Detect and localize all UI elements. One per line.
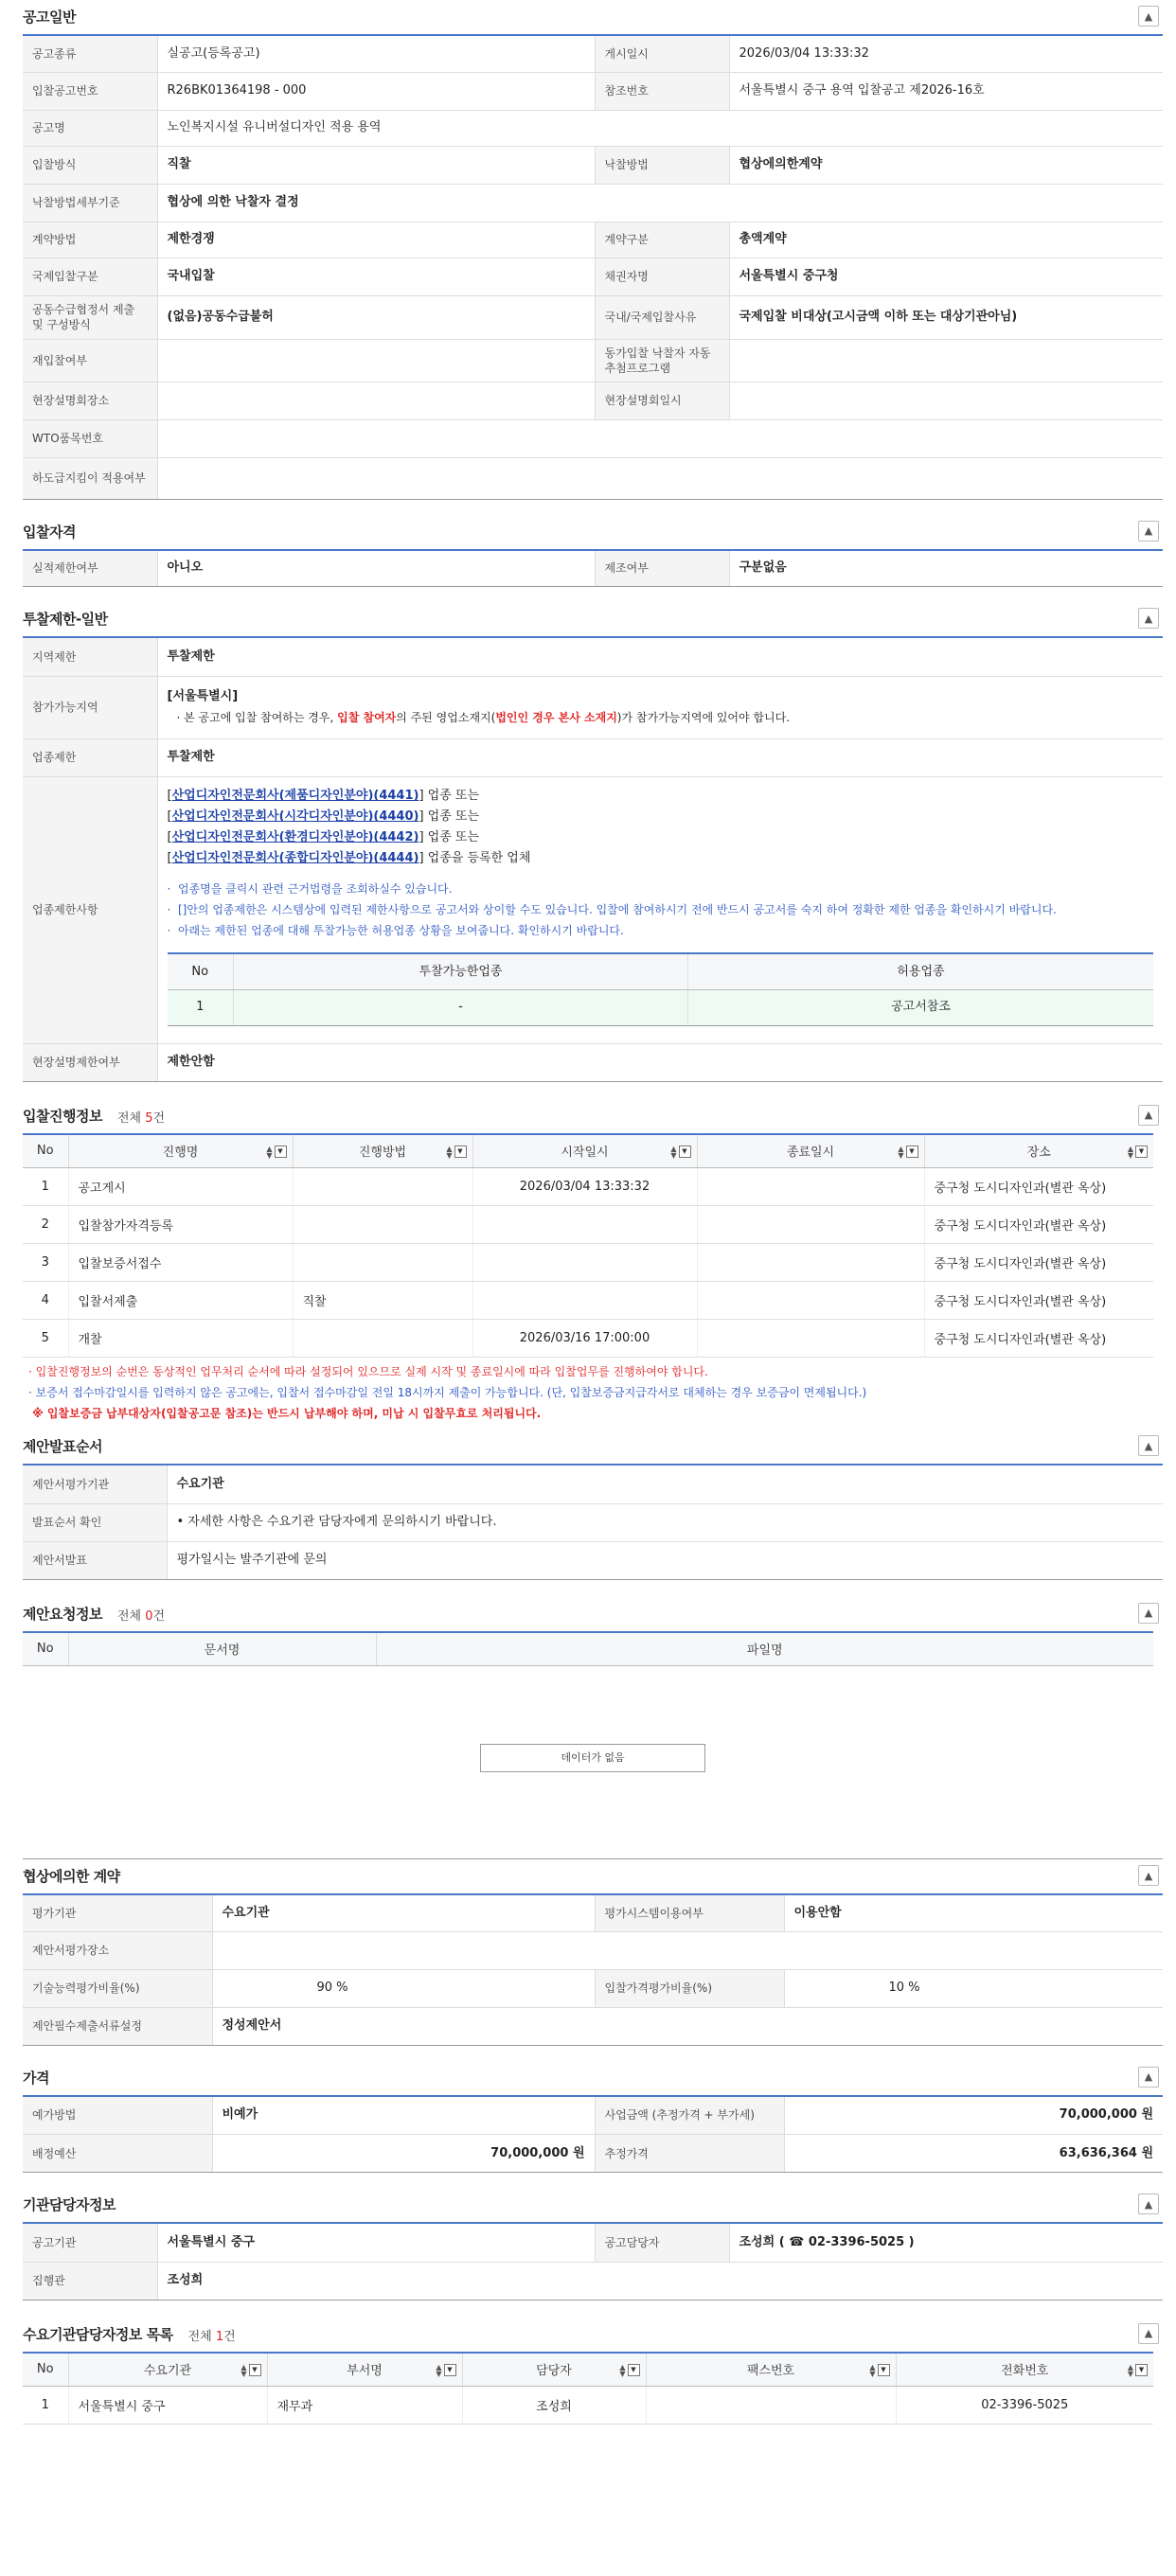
table-cell xyxy=(697,1206,924,1244)
kv-row xyxy=(23,2224,1163,2262)
sort-filter[interactable] xyxy=(898,1146,918,1159)
field-label: 제안서발표 xyxy=(23,1541,167,1579)
field-value: 2026/03/04 13:33:32 xyxy=(729,36,1163,72)
chevron-up-icon[interactable]: ▲ xyxy=(1138,6,1159,27)
field-value: 서울특별시 중구 용역 입찰공고 제2026-16호 xyxy=(729,72,1163,110)
sort-filter[interactable] xyxy=(619,2364,640,2377)
area-note: · 본 공고에 입찰 참여하는 경우, 입찰 참여자의 주된 영업소재지(법인인 경우 본사 소재지)가 참가가능지역에 있어야 합니다. xyxy=(176,711,791,724)
field-value: 협상에 의한 낙찰자 결정 xyxy=(157,184,1163,222)
field-label: 채권자명 xyxy=(595,258,729,295)
field-value: 국제입찰 비대상(고시금액 이하 또는 대상기관아님) xyxy=(729,295,1163,339)
cell-industry: - xyxy=(234,989,688,1025)
table-cell xyxy=(293,1244,472,1282)
table-cell: 입찰보증서접수 xyxy=(68,1244,293,1282)
kv-row xyxy=(23,72,1163,110)
kv-row xyxy=(23,551,1163,587)
sort-arrows-icon[interactable]: ▲ ▼ xyxy=(436,2362,442,2378)
table-cell xyxy=(472,1244,697,1282)
table-cell xyxy=(697,1282,924,1320)
table-row xyxy=(23,1320,1153,1358)
table-cell: 5 xyxy=(23,1320,68,1358)
filter-dropdown-icon[interactable]: ▼ xyxy=(1135,1146,1148,1158)
field-label: 재입찰여부 xyxy=(23,339,157,382)
kv-row xyxy=(23,1466,1163,1503)
col-header: 종료일시 ▲ ▼ ▼ xyxy=(697,1134,924,1168)
kv-row xyxy=(23,110,1163,146)
kv-row xyxy=(23,2007,1163,2045)
table-cell: 조성희 xyxy=(462,2387,646,2425)
table-cell: 1 xyxy=(23,1168,68,1206)
kv-row xyxy=(23,1931,1163,1969)
industry-link[interactable]: 산업디자인전문회사(환경디자인분야)(4442) xyxy=(171,830,419,845)
section-title: 가격 xyxy=(23,2069,49,2087)
col-header: No xyxy=(23,1134,68,1168)
kv-row xyxy=(23,146,1163,184)
field-label: 예가방법 xyxy=(23,2097,212,2135)
table-cell xyxy=(293,1206,472,1244)
field-value: 평가일시는 발주기관에 문의 xyxy=(167,1541,1163,1579)
field-label: 낙찰방법세부기준 xyxy=(23,184,157,222)
col-header: 진행명 ▲ ▼ ▼ xyxy=(68,1134,293,1168)
field-label: 현장설명회일시 xyxy=(595,382,729,419)
filter-dropdown-icon[interactable]: ▼ xyxy=(628,2364,640,2376)
field-value: 조성희 ( ☎ 02-3396-5025 ) xyxy=(729,2224,1163,2262)
chevron-up-icon[interactable]: ▲ xyxy=(1138,2194,1159,2214)
field-label: 공고종류 xyxy=(23,36,157,72)
industry-list xyxy=(168,786,1154,869)
field-value: 정성제안서 xyxy=(212,2007,1163,2045)
sort-filter[interactable] xyxy=(1127,2364,1148,2377)
table-cell: 1 xyxy=(23,2387,68,2425)
field-label: 계약구분 xyxy=(595,222,729,258)
chevron-up-icon[interactable]: ▲ xyxy=(1138,608,1159,629)
field-value: (없음)공동수급불허 xyxy=(157,295,595,339)
field-value: 63,636,364 원 xyxy=(784,2135,1163,2173)
industry-detail-label: 업종제한사항 xyxy=(23,776,157,1043)
field-label: 동가입찰 낙찰자 자동추첨프로그램 xyxy=(595,339,729,382)
col-header: 시작일시 ▲ ▼ ▼ xyxy=(472,1134,697,1168)
field-label: 게시일시 xyxy=(595,36,729,72)
kv-row xyxy=(23,1895,1163,1931)
cell-allowed: 공고서참조 xyxy=(688,989,1154,1025)
field-value: 이용안함 xyxy=(784,1895,1163,1931)
field-label: 계약방법 xyxy=(23,222,157,258)
field-value: 조성희 xyxy=(157,2262,1163,2300)
section-title: 협상에의한 계약 xyxy=(23,1868,120,1885)
sort-arrows-icon[interactable]: ▲ ▼ xyxy=(241,2362,247,2378)
sort-arrows-icon[interactable]: ▲ ▼ xyxy=(898,1144,904,1160)
table-cell: 중구청 도시디자인과(별관 옥상) xyxy=(924,1320,1153,1358)
filter-dropdown-icon[interactable]: ▼ xyxy=(878,2364,890,2376)
qualification-table xyxy=(23,551,1163,588)
section-title: 제안요청정보 xyxy=(23,1605,102,1623)
proposal-request-table xyxy=(23,1631,1153,1667)
kv-row xyxy=(23,295,1163,339)
filter-dropdown-icon[interactable]: ▼ xyxy=(906,1146,918,1158)
sort-arrows-icon[interactable]: ▲ ▼ xyxy=(869,2362,876,2378)
progress-notes xyxy=(23,1358,1163,1424)
section-title: 입찰진행정보 xyxy=(23,1107,102,1125)
kv-row xyxy=(23,258,1163,295)
progress-note-warning: ※ 입찰보증금 납부대상자(입찰공고문 참조)는 반드시 납부해야 하며, 미납 시 입찰무효로 처리됩니다. xyxy=(32,1407,542,1420)
field-value: 실공고(등록공고) xyxy=(157,36,595,72)
field-value: R26BK01364198 - 000 xyxy=(157,72,595,110)
table-cell: 입찰서제출 xyxy=(68,1282,293,1320)
chevron-up-icon[interactable]: ▲ xyxy=(1138,1435,1159,1456)
table-cell xyxy=(293,1168,472,1206)
restriction-note: · []안의 업종제한은 시스템상에 입력된 제한사항으로 공고서와 상이할 수도 있습니다. 입찰에 참여하시기 전에 반드시 공고서를 숙지 하여 정확한 제한 업종을 확인하시기 바랍니다. xyxy=(167,903,1057,917)
field-value: 서울특별시 중구청 xyxy=(729,258,1163,295)
kv-row xyxy=(23,1541,1163,1579)
kv-row xyxy=(23,184,1163,222)
table-row xyxy=(23,2387,1153,2425)
kv-row xyxy=(23,2135,1163,2173)
sort-arrows-icon[interactable]: ▲ ▼ xyxy=(670,1144,677,1160)
area-value: [서울특별시] xyxy=(167,689,239,703)
restriction-table xyxy=(23,638,1163,1082)
field-label: 기술능력평가비율(%) xyxy=(23,1969,212,2007)
restriction-notes xyxy=(168,879,1154,941)
chevron-up-icon[interactable]: ▲ xyxy=(1138,2067,1159,2087)
field-value: 제한경쟁 xyxy=(157,222,595,258)
sort-filter[interactable] xyxy=(1127,1146,1148,1159)
sort-arrows-icon[interactable]: ▲ ▼ xyxy=(1127,2362,1134,2378)
table-cell xyxy=(697,1320,924,1358)
table-cell xyxy=(697,1244,924,1282)
section-negotiation-header xyxy=(23,1859,1163,1895)
section-proposal-order-header xyxy=(23,1430,1163,1466)
region-label: 지역제한 xyxy=(23,638,157,676)
filter-dropdown-icon[interactable]: ▼ xyxy=(444,2364,456,2376)
field-label: 국제입찰구분 xyxy=(23,258,157,295)
col-header: No xyxy=(168,953,234,989)
area-label: 참가가능지역 xyxy=(23,676,157,738)
price-table xyxy=(23,2097,1163,2174)
field-label: 공고담당자 xyxy=(595,2224,729,2262)
sort-filter[interactable] xyxy=(670,1146,691,1159)
col-header: 장소 ▲ ▼ ▼ xyxy=(924,1134,1153,1168)
section-qualification-header xyxy=(23,515,1163,551)
field-value xyxy=(157,419,1163,457)
section-title: 기관담당자정보 xyxy=(23,2196,116,2213)
filter-dropdown-icon[interactable]: ▼ xyxy=(679,1146,691,1158)
field-value: 10 % xyxy=(784,1969,1163,2007)
table-cell xyxy=(472,1282,697,1320)
field-value: 협상에의한계약 xyxy=(729,146,1163,184)
industry-value: 투찰제한 xyxy=(157,738,1163,776)
field-value xyxy=(157,457,1163,499)
section-progress-header xyxy=(23,1097,1163,1133)
col-header: 팩스번호 ▲ ▼ ▼ xyxy=(646,2353,896,2387)
field-value: 서울특별시 중구 xyxy=(157,2224,595,2262)
chevron-up-icon[interactable]: ▲ xyxy=(1138,1105,1159,1126)
field-value: 아니오 xyxy=(157,551,595,587)
table-row xyxy=(23,1282,1153,1320)
table-cell xyxy=(472,1206,697,1244)
col-header: No xyxy=(23,1632,68,1666)
field-label: 추정가격 xyxy=(595,2135,784,2173)
field-value: 70,000,000 원 xyxy=(784,2097,1163,2135)
field-value: 90 % xyxy=(212,1969,595,2007)
sort-arrows-icon[interactable]: ▲ ▼ xyxy=(446,1144,453,1160)
field-value: 비예가 xyxy=(212,2097,595,2135)
table-cell: 2026/03/16 17:00:00 xyxy=(472,1320,697,1358)
col-header: 부서명 ▲ ▼ ▼ xyxy=(267,2353,462,2387)
industry-detail-cell xyxy=(157,776,1163,1043)
kv-row xyxy=(23,382,1163,419)
section-title: 투찰제한-일반 xyxy=(23,611,108,628)
chevron-up-icon[interactable]: ▲ xyxy=(1138,1865,1159,1886)
field-label: 발표순서 확인 xyxy=(23,1503,167,1541)
sort-filter[interactable] xyxy=(241,2364,261,2377)
sort-arrows-icon[interactable]: ▲ ▼ xyxy=(619,2362,626,2378)
field-label: 입찰공고번호 xyxy=(23,72,157,110)
kv-row xyxy=(23,1503,1163,1541)
sort-arrows-icon[interactable]: ▲ ▼ xyxy=(1127,1144,1134,1160)
col-header: 투찰가능한업종 xyxy=(234,953,688,989)
industry-item: [산업디자인전문회사(시각디자인분야)(4440)] 업종 또는 xyxy=(167,809,480,825)
general-info-table xyxy=(23,36,1163,500)
section-title: 수요기관담당자정보 목록 xyxy=(23,2325,173,2343)
kv-row xyxy=(23,1969,1163,2007)
field-label: 공고기관 xyxy=(23,2224,157,2262)
col-header: No xyxy=(23,2353,68,2387)
industry-link[interactable]: 산업디자인전문회사(시각디자인분야)(4440) xyxy=(171,809,419,825)
table-row xyxy=(23,1244,1153,1282)
industry-item: [산업디자인전문회사(환경디자인분야)(4442)] 업종 또는 xyxy=(167,830,480,845)
col-header: 파일명 xyxy=(376,1632,1153,1666)
field-label: 제안필수제출서류설정 xyxy=(23,2007,212,2045)
table-row xyxy=(23,1206,1153,1244)
table-cell: 3 xyxy=(23,1244,68,1282)
section-title: 공고일반 xyxy=(23,9,76,26)
field-value xyxy=(729,339,1163,382)
empty-message: 데이터가 없음 xyxy=(480,1744,705,1772)
table-cell xyxy=(697,1168,924,1206)
col-header: 문서명 xyxy=(68,1632,376,1666)
field-value: • 자세한 사항은 수요기관 담당자에게 문의하시기 바랍니다. xyxy=(167,1503,1163,1541)
field-value: 구분없음 xyxy=(729,551,1163,587)
table-cell: 2026/03/04 13:33:32 xyxy=(472,1168,697,1206)
industry-link[interactable]: 산업디자인전문회사(제품디자인분야)(4441) xyxy=(171,789,419,804)
field-value: 70,000,000 원 xyxy=(212,2135,595,2173)
field-value: 직찰 xyxy=(157,146,595,184)
sort-arrows-icon[interactable]: ▲ ▼ xyxy=(266,1144,273,1160)
table-cell: 재무과 xyxy=(267,2387,462,2425)
section-proposal-request-header xyxy=(23,1595,1163,1631)
field-value: 노인복지시설 유니버설디자인 적용 용역 xyxy=(157,110,1163,146)
record-count: 전체 1건 xyxy=(187,2329,236,2344)
section-title: 입찰자격 xyxy=(23,523,76,541)
table-cell: 중구청 도시디자인과(별관 옥상) xyxy=(924,1168,1153,1206)
restriction-note: · 업종명을 클릭시 관련 근거법령을 조회하실수 있습니다. xyxy=(167,882,453,897)
field-label: 입찰방식 xyxy=(23,146,157,184)
table-cell: 서울특별시 중구 xyxy=(68,2387,267,2425)
table-cell: 중구청 도시디자인과(별관 옥상) xyxy=(924,1206,1153,1244)
cell-no: 1 xyxy=(168,989,234,1025)
kv-row xyxy=(23,2262,1163,2300)
sort-filter[interactable] xyxy=(446,1146,467,1159)
field-value: 수요기관 xyxy=(167,1466,1163,1503)
field-label: 평가기관 xyxy=(23,1895,212,1931)
section-agency-contact-header xyxy=(23,2188,1163,2224)
field-label: 참조번호 xyxy=(595,72,729,110)
kv-row xyxy=(23,2097,1163,2135)
table-cell: 중구청 도시디자인과(별관 옥상) xyxy=(924,1244,1153,1282)
filter-dropdown-icon[interactable]: ▼ xyxy=(249,2364,261,2376)
table-cell: 4 xyxy=(23,1282,68,1320)
field-label: 평가시스템이용여부 xyxy=(595,1895,784,1931)
site-value: 제한안함 xyxy=(157,1043,1163,1081)
table-cell: 공고게시 xyxy=(68,1168,293,1206)
restriction-note: · 아래는 제한된 업종에 대해 투찰가능한 허용업종 상황을 보여줍니다. 확인하시기 바랍니다. xyxy=(167,924,624,938)
table-row xyxy=(168,989,1154,1025)
chevron-up-icon[interactable]: ▲ xyxy=(1138,521,1159,542)
field-label: 실적제한여부 xyxy=(23,551,157,587)
field-label: 제안서평가장소 xyxy=(23,1931,212,1969)
chevron-up-icon[interactable]: ▲ xyxy=(1138,1603,1159,1624)
col-header: 담당자 ▲ ▼ ▼ xyxy=(462,2353,646,2387)
section-price-header xyxy=(23,2061,1163,2097)
section-restriction-header xyxy=(23,602,1163,638)
kv-row xyxy=(23,419,1163,457)
industry-link[interactable]: 산업디자인전문회사(종합디자인분야)(4444) xyxy=(171,851,419,866)
field-value xyxy=(729,382,1163,419)
col-header: 진행방법 ▲ ▼ ▼ xyxy=(293,1134,472,1168)
table-cell xyxy=(646,2387,896,2425)
region-value: 투찰제한 xyxy=(157,638,1163,676)
field-label: 국내/국제입찰사유 xyxy=(595,295,729,339)
table-cell xyxy=(293,1320,472,1358)
progress-note-red: · 입찰진행정보의 순번은 동상적인 업무처리 순서에 따라 설정되어 있으므로 실제 시작 및 종료일시에 따라 입찰업무를 진행하여야 합니다. xyxy=(28,1365,708,1378)
allowed-industry-table xyxy=(168,952,1154,1026)
field-label: 현장설명회장소 xyxy=(23,382,157,419)
field-label: 공고명 xyxy=(23,110,157,146)
field-value xyxy=(157,382,595,419)
field-label: 사업금액 (추정가격 + 부가세) xyxy=(595,2097,784,2135)
empty-state xyxy=(23,1666,1163,1859)
record-count: 전체 5건 xyxy=(116,1110,166,1126)
table-cell: 입찰참가자격등록 xyxy=(68,1206,293,1244)
field-value xyxy=(212,1931,1163,1969)
field-label: 집행관 xyxy=(23,2262,157,2300)
kv-row xyxy=(23,36,1163,72)
field-label: 입찰가격평가비율(%) xyxy=(595,1969,784,2007)
table-cell: 02-3396-5025 xyxy=(896,2387,1153,2425)
field-value: 국내입찰 xyxy=(157,258,595,295)
progress-table xyxy=(23,1133,1153,1359)
field-label: 제안서평가기관 xyxy=(23,1466,167,1503)
table-row xyxy=(23,1168,1153,1206)
sort-filter[interactable] xyxy=(869,2364,890,2377)
industry-item: [산업디자인전문회사(종합디자인분야)(4444)] 업종을 등록한 업체 xyxy=(167,851,531,866)
sort-filter[interactable] xyxy=(436,2364,456,2377)
negotiation-table xyxy=(23,1895,1163,2046)
field-label: WTO품목번호 xyxy=(23,419,157,457)
field-value: 수요기관 xyxy=(212,1895,595,1931)
filter-dropdown-icon[interactable]: ▼ xyxy=(454,1146,467,1158)
col-header: 전화번호 ▲ ▼ ▼ xyxy=(896,2353,1153,2387)
kv-row xyxy=(23,339,1163,382)
demand-contact-table xyxy=(23,2352,1153,2425)
table-cell: 2 xyxy=(23,1206,68,1244)
field-value: 총액계약 xyxy=(729,222,1163,258)
progress-note-blue: · 보증서 접수마감일시를 입력하지 않은 공고에는, 입찰서 접수마감일 전일 18시까지 제출이 가능합니다. (단, 입찰보증금지급각서로 대체하는 경우 보증금이 면제됩니다.) xyxy=(28,1386,867,1399)
col-header: 허용업종 xyxy=(688,953,1154,989)
field-label: 공동수급협정서 제출 및 구성방식 xyxy=(23,295,157,339)
agency-contact-table xyxy=(23,2224,1163,2301)
industry-label: 업종제한 xyxy=(23,738,157,776)
proposal-order-table xyxy=(23,1466,1163,1580)
field-label: 하도급지킴이 적용여부 xyxy=(23,457,157,499)
record-count: 전체 0건 xyxy=(116,1608,166,1624)
site-label: 현장설명제한여부 xyxy=(23,1043,157,1081)
table-cell: 중구청 도시디자인과(별관 옥상) xyxy=(924,1282,1153,1320)
table-cell: 직찰 xyxy=(293,1282,472,1320)
section-general-header xyxy=(23,0,1163,36)
section-demand-contact-header xyxy=(23,2316,1163,2352)
field-label: 낙찰방법 xyxy=(595,146,729,184)
kv-row xyxy=(23,457,1163,499)
field-label: 배정예산 xyxy=(23,2135,212,2173)
section-title: 제안발표순서 xyxy=(23,1438,102,1455)
kv-row xyxy=(23,222,1163,258)
field-value xyxy=(157,339,595,382)
chevron-up-icon[interactable]: ▲ xyxy=(1138,2323,1159,2344)
col-header: 수요기관 ▲ ▼ ▼ xyxy=(68,2353,267,2387)
field-label: 제조여부 xyxy=(595,551,729,587)
area-cell xyxy=(157,676,1163,738)
filter-dropdown-icon[interactable]: ▼ xyxy=(1135,2364,1148,2376)
filter-dropdown-icon[interactable]: ▼ xyxy=(275,1146,287,1158)
industry-item: [산업디자인전문회사(제품디자인분야)(4441)] 업종 또는 xyxy=(167,789,480,804)
table-cell: 개찰 xyxy=(68,1320,293,1358)
sort-filter[interactable] xyxy=(266,1146,287,1159)
